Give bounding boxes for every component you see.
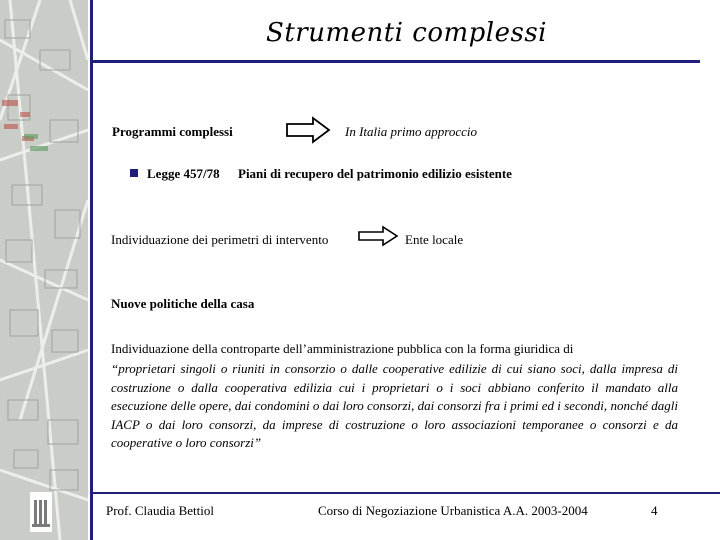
square-bullet-icon — [130, 169, 138, 177]
programmi-complessi-label: Programmi complessi — [112, 124, 233, 139]
piani-recupero-label: Piani di recupero del patrimonio edilizio esistente — [238, 166, 512, 181]
vertical-rule — [90, 0, 93, 540]
right-arrow-icon — [285, 115, 331, 145]
italia-label: In Italia primo approccio — [345, 124, 478, 139]
legge-label: Legge 457/78 — [147, 166, 220, 181]
map-background-image — [0, 0, 88, 540]
nuove-politiche-heading: Nuove politiche della casa — [111, 296, 255, 311]
footer-author: Prof. Claudia Bettiol — [106, 503, 214, 518]
page-number: 4 — [651, 503, 658, 518]
title-rule — [90, 60, 700, 63]
footer-rule — [90, 492, 720, 494]
forma-giuridica-quote: “proprietari singoli o riuniti in consorzio o dalle cooperative edilizie di cui siano soci, dalla impresa di costruzione o dalla cooperativa edilizia cui i proprietari o i soci abbiano conferito il mandato alla esecuzione delle opere, dai condomini o dai loro consorzi, dai consorzi fra i primi ed i secondi, nonché dagli IACP o dai loro consorzi, da imprese di costruzione o loro associazioni temporanee o consorzi e da cooperative o loro consorzi” — [111, 361, 678, 450]
perimetri-label: Individuazione dei perimetri di intervento — [111, 232, 329, 247]
footer-course: Corso di Negoziazione Urbanistica A.A. 2003-2004 — [318, 503, 588, 518]
slide-title: Strumenti complessi — [266, 18, 547, 48]
ente-locale-label: Ente locale — [405, 232, 464, 247]
right-arrow-icon — [357, 225, 399, 247]
controparte-text: Individuazione della controparte dell’amministrazione pubblica con la forma giuridica di — [111, 341, 574, 356]
